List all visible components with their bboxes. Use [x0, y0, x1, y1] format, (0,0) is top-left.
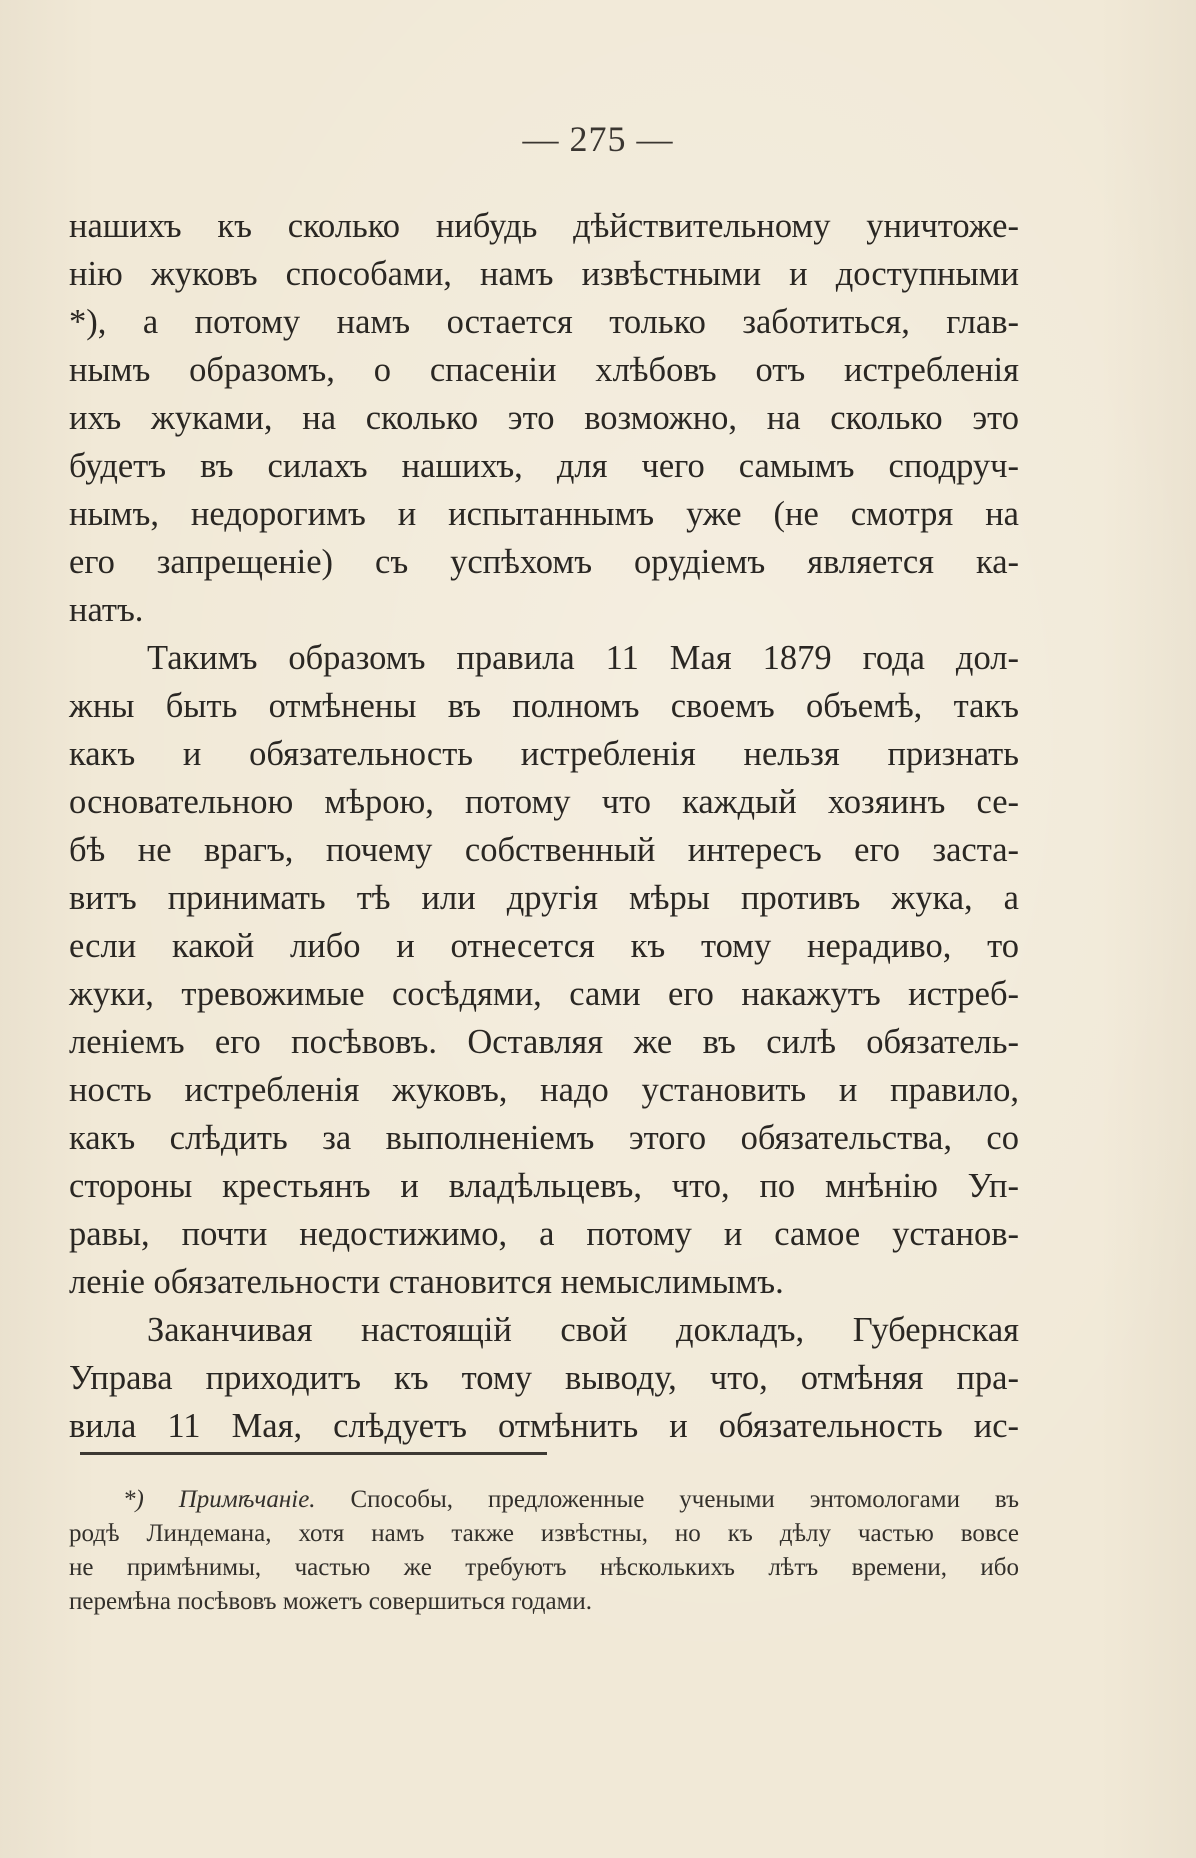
footnote-line — [123, 1483, 1019, 1517]
text-line: нію жуковъ способами, намъ извѣстными и доступными — [69, 255, 1019, 293]
text-line: леніе обязательности становится немыслимымъ. — [69, 1263, 784, 1301]
text-line: Управа приходитъ къ тому выводу, что, отмѣняя пра- — [69, 1359, 1019, 1397]
text-line: бѣ не врагъ, почему собственный интересъ его заста- — [69, 831, 1019, 869]
text-line: леніемъ его посѣвовъ. Оставляя же въ силѣ обязатель- — [69, 1023, 1019, 1061]
text-line: витъ принимать тѣ или другія мѣры противъ жука, а — [69, 879, 1019, 917]
text-line: основательною мѣрою, потому что каждый хозяинъ се- — [69, 783, 1019, 821]
text-line: стороны крестьянъ и владѣльцевъ, что, по мнѣнію Уп- — [69, 1167, 1019, 1205]
footnote-line: не примѣнимы, частью же требуютъ нѣсколькихъ лѣтъ времени, ибо — [69, 1554, 1019, 1581]
text-line: равы, почти недостижимо, а потому и самое установ- — [69, 1215, 1019, 1253]
footnote-label: Примѣчаніе. — [178, 1486, 316, 1513]
text-line: Такимъ образомъ правила 11 Мая 1879 года дол- — [147, 639, 1019, 677]
footnote-text: Способы, предложенные учеными энтомологами въ — [350, 1486, 1019, 1513]
footnote-line: перемѣна посѣвовъ можетъ совершиться годами. — [69, 1588, 593, 1615]
footnote-mark: *) — [123, 1486, 144, 1513]
text-line: вила 11 Мая, слѣдуетъ отмѣнить и обязательность ис- — [69, 1407, 1019, 1445]
text-line: натъ. — [69, 591, 144, 629]
text-line: жны быть отмѣнены въ полномъ своемъ объемѣ, такъ — [69, 687, 1019, 725]
text-line: ность истребленія жуковъ, надо установить и правило, — [69, 1071, 1019, 1109]
text-line: какъ и обязательность истребленія нельзя признать — [69, 735, 1019, 773]
text-line: если какой либо и отнесется къ тому нерадиво, то — [69, 927, 1019, 965]
text-line: будетъ въ силахъ нашихъ, для чего самымъ сподруч- — [69, 447, 1019, 485]
text-line: нымъ, недорогимъ и испытаннымъ уже (не смотря на — [69, 495, 1019, 533]
text-line: его запрещеніе) съ успѣхомъ орудіемъ является ка- — [69, 543, 1019, 581]
text-line: Заканчивая настоящій свой докладъ, Губернская — [147, 1311, 1019, 1349]
text-line: нашихъ къ сколько нибудь дѣйствительному уничтоже- — [69, 207, 1019, 245]
text-line: *), а потому намъ остается только заботиться, глав- — [69, 303, 1019, 341]
footnote-divider — [80, 1452, 547, 1455]
page-number: — 275 — — [522, 119, 674, 159]
text-line: ихъ жуками, на сколько это возможно, на сколько это — [69, 399, 1019, 437]
text-line: нымъ образомъ, о спасеніи хлѣбовъ отъ истребленія — [69, 351, 1019, 389]
footnote-line: родѣ Линдемана, хотя намъ также извѣстны, но къ дѣлу частью вовсе — [69, 1520, 1019, 1547]
text-line: какъ слѣдить за выполненіемъ этого обязательства, со — [69, 1119, 1019, 1157]
text-line: жуки, тревожимые сосѣдями, сами его накажутъ истреб- — [69, 975, 1019, 1013]
